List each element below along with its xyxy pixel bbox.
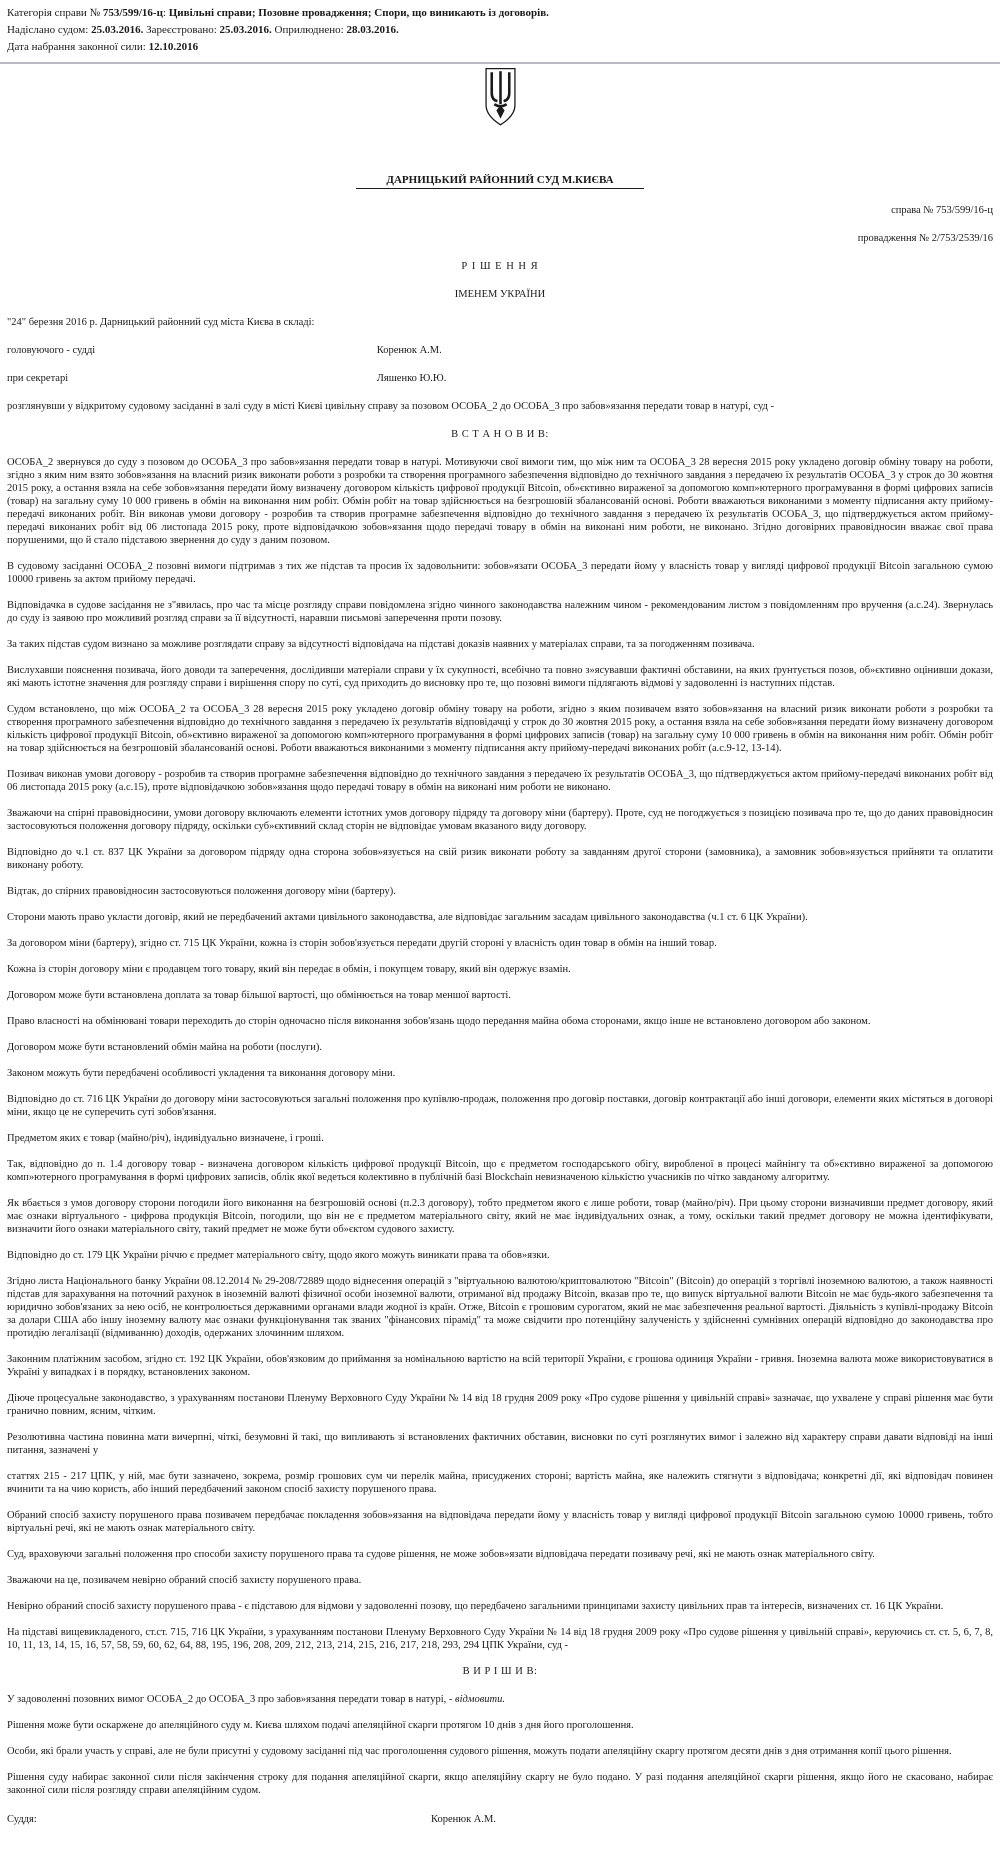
resolved-heading: В И Р І Ш И В: (462, 1666, 538, 1677)
body-paragraph: Зважаючи на це, позивачем невірно обраний спосіб захисту порушеного права. (7, 1575, 362, 1586)
emblem-container (7, 67, 993, 129)
established-section (7, 428, 993, 1652)
judge-signature-row (7, 1813, 993, 1826)
category-number: 753/599/16-ц (102, 7, 163, 19)
body-paragraph: За договором міни (бартеру), згідно ст. 715 ЦК України, кожна із сторін зобов'язується передати другій стороні у власність один товар в обмін на інший товар. (7, 938, 717, 949)
proceeding-number: провадження № 2/753/2539/16 (857, 233, 993, 244)
body-paragraph: Предметом яких є товар (майно/річ), індивідуально визначене, і гроші. (7, 1133, 324, 1144)
body-paragraph: Кожна із сторін договору міни є продавцем того товару, який він передає в обмін, і покупцем товару, який він одержує взамін. (7, 964, 571, 975)
body-paragraph: ОСОБА_2 звернувся до суду з позовом до ОСОБА_3 про забов»язання передати товар в натурі. Мотивуючи свої вимоги тим, що між ним та ОСОБА_3 28 вересня 2015 року укладено договір обміну товару на роботи, згідно з яким ним взято зобов»язання на власний ризик виконати роботи з розробки та створення програмного забезпечення відповідно до технічного завдання з передачею їх результатів ОСОБА_3 у строк до 30 жовтня 2015 року, а остання взяла на себе зобов»язання передати йому визначену договором кількість цифрової продукції Bitcoin, об»єктивно вираженої за допомогою комп»ютерного програмування в формі цифрових записів (товар) на загальну суму 10 000 гривень в обмін на виконання ним робіт. Обмін робіт на товар здійснюється на безгрошовій збалансованій основі. Роботи вважаються виконаними з моменту підписання акту прийому-передачі виконаних робіт. Він виконав умови договору - розробив та створив програмне забезпечення відповідно до технічного завдання з передачею їх результатів ОСОБА_3, що підтверджується актом прийому-передачі виконаних робіт від 06 листопада 2015 року, проте відповідачкою зобов»язання щодо передачі товару в обмін на виконані ним роботи, не виконано. Згідно договірних правовідносин вважає свої права порушеними, що й стало підставою звернення до суду з даним позовом. (7, 457, 993, 546)
resolution-emphasis: відмовити. (455, 1694, 506, 1705)
body-paragraph: Відповідачка в судове засідання не з"явилась, про час та місце розгляду справи повідомлена згідно чинного законодавства належним чином - рекомендованим листом з повідомленням про вручення (а.с.24). Звернулась до суду із заявою про можливий розгляд справи за її відсутності, наравши письмові заперечення проти позову. (7, 600, 993, 624)
signature-name: Коренюк А.М. (430, 1814, 496, 1825)
resolution-text: У задоволенні позовних вимог ОСОБА_2 до ОСОБА_3 про забов»язання передати товар в натурі, - (7, 1694, 456, 1705)
secretary-name: Ляшенко Ю.Ю. (376, 373, 447, 384)
established-paragraphs (7, 456, 993, 1652)
published-label: Оприлюднено: (271, 24, 347, 36)
resolved-section (7, 1665, 993, 1797)
registered-label: Зареєстровано: (143, 24, 220, 36)
in-the-name-of-ukraine: ІМЕНЕМ УКРАЇНИ (454, 289, 546, 300)
trident-coat-of-arms-icon (484, 67, 517, 127)
sent-date: 25.03.2016. (91, 24, 144, 36)
body-paragraph: Суд, враховуючи загальні положення про способи захисту порушеного права та судове рішення, не може зобов»язати відповідача передати позивачу речі, які не мають ознак матеріального світу. (7, 1549, 875, 1560)
published-date: 28.03.2016. (346, 24, 399, 36)
body-paragraph: Законом можуть бути передбачені особливості укладення та виконання договору міни. (7, 1068, 396, 1079)
established-heading: В С Т А Н О В И В: (451, 429, 549, 440)
body-paragraph: Так, відповідно до п. 1.4 договору товар - визначена договором кількість цифрової продукції Bitcoin, що є предметом господарського обігу, виробленої в процесі майнінгу та об»єктивно вираженої за допомогою комп»ютерного програмування в формі цифрових записів, облік якої ведеться колективно в публічній базі Blockchain невизначеною кількістю учасників по чітко завданому алгоритму. (7, 1159, 993, 1183)
effective-date: 12.10.2016 (148, 41, 199, 53)
body-paragraph: Договором може бути встановлена доплата за товар більшої вартості, що обмінюється на товар меншої вартості. (7, 990, 511, 1001)
body-paragraph: Відповідно до ст. 716 ЦК України до договору міни застосовуються загальні положення про купівлю-продаж, положення про договір поставки, договір контрактації або інші договори, елементи яких містяться в договорі міни, якщо це не суперечить суті зобов'язання. (7, 1094, 993, 1118)
body-paragraph: Відповідно до ч.1 ст. 837 ЦК України за договором підряду одна сторона зобов»язується на свій ризик виконати роботу за завданням другої сторони (замовника), а замовник зобов»язується прийняти та оплатити виконану роботу. (7, 847, 993, 871)
body-paragraph: Обраний спосіб захисту порушеного права позивачем передбачає покладення зобов»язання на відповідача передати йому у власність товар у вигляді цифрової продукції Bitcoin загальною сумою 10000 гривень, тобто віртуальні речі, які не мають ознак матеріального світу. (7, 1510, 993, 1534)
secretary-label: при секретарі (7, 373, 69, 384)
body-paragraph: статтях 215 - 217 ЦПК, у ній, має бути зазначено, зокрема, розмір грошових сум чи перелік майна, присуджених стороні; вартість майна, яке належить стягнути з відповідача; конкретні дії, які відповідач повинен вчинити та на чию користь, або інший передбачений законом спосіб захисту порушеного права. (7, 1471, 993, 1495)
registered-date: 25.03.2016. (219, 24, 272, 36)
doc-meta-effective-date (7, 39, 993, 56)
category-separator: : (162, 7, 169, 19)
body-paragraph: Невірно обраний спосіб захисту порушеного права - є підставою для відмови у задоволенні позову, що передбачено загальними принципами захисту цивільних прав та інтересів, визначених ст. 16 ЦК України. (7, 1601, 944, 1612)
body-paragraph: Позивач виконав умови договору - розробив та створив програмне забезпечення відповідно до технічного завдання з передачею їх результатів ОСОБА_3, що підтверджується актом прийому-передачі виконаних робіт від 06 листопада 2015 року (а.с.15), проте відповідачкою зобов»язання щодо передачі товару в обмін на виконані ним роботи не виконано. (7, 769, 993, 793)
body-paragraph: Резолютивна частина повинна мати вичерпні, чіткі, безумовні й такі, що випливають зі встановлених фактичних обставин, висновки по суті розглянутих вимог і залежно від характеру справи давати відповіді на інші питання, зазначені у (7, 1432, 993, 1456)
category-value: Цивільні справи; Позовне провадження; Спори, що виникають із договорів. (168, 7, 549, 19)
doc-meta-category (7, 5, 993, 22)
hearing-date-line: "24" березня 2016 р. Дарницький районний суд міста Києва в складі: (7, 317, 315, 328)
resolution-paragraph (7, 1693, 993, 1706)
body-paragraph: Рішення суду набирає законної сили після закінчення строку для подання апеляційної скарги, якщо апеляційну скаргу не було подано. У разі подання апеляційної скарги рішення, якщо його не скасовано, набирає законної сили після розгляду справи апеляційним судом. (7, 1772, 993, 1796)
body-paragraph: Судом встановлено, що між ОСОБА_2 та ОСОБА_3 28 вересня 2015 року укладено договір обміну товару на роботи, згідно з яким позивачем взято зобов»язання на власний ризик виконати роботи з розробки та створення програмного забезпечення відповідно до технічного завдання з передачею їх результатів відповідачці у строк до 30 жовтня 2015 року, а остання взяла на себе зобов»язання передати йому визначену договором кількість цифрової продукції Bitcoin, об»єктивно вираженої за допомогою комп»ютерного програмування в формі цифрових записів (товар) на загальну суму 10 000 гривень в обмін на виконання ним робіт. Обмін робіт на товар здійснюється на безгрошовій збалансованій основі. Роботи вважаються виконаними з моменту підписання акту прийому-передачі виконаних робіт (а.с.9-12, 13-14). (7, 704, 993, 754)
body-paragraph: Відтак, до спірних правовідносин застосовуються положення договору міни (бартеру). (7, 886, 396, 897)
decision-title: Р І Ш Е Н Н Я (461, 261, 539, 272)
intro-paragraph: розглянувши у відкритому судовому засіданні в залі суду в місті Києві цивільну справу за позовом ОСОБА_2 до ОСОБА_3 про забов»язання передати товар в натурі, суд - (7, 401, 775, 412)
court-name: ДАРНИЦЬКИЙ РАЙОННИЙ СУД М.КИЄВА (356, 174, 643, 189)
court-name-row (7, 174, 993, 189)
body-paragraph: На підставі вищевикладеного, ст.ст. 715, 716 ЦК України, з урахуванням постанови Пленуму Верховного Суду України № 14 від 18 грудня 2009 року «Про судове рішення у цивільній справі», керуючись ст. ст. 5, 6, 7, 8, 10, 11, 13, 14, 15, 16, 57, 58, 59, 60, 62, 64, 88, 195, 196, 208, 209, 212, 213, 214, 215, 216, 217, 218, 293, 294 ЦПК України, суд - (7, 1627, 993, 1651)
body-paragraph: Зважаючи на спірні правовідносини, умови договору включають елементи істотних умов договору підряду та договору міни (бартеру). Проте, суд не погоджується з позицією позивача про те, що до даних правовідносин застосовуються положення договору підряду, оскільки суб»єктивний склад сторін не відповідає умовам вказаного виду договору. (7, 808, 993, 832)
sent-label: Надіслано судом: (7, 24, 92, 36)
body-paragraph: Сторони мають право укласти договір, який не передбачений актами цивільного законодавства, але відповідає загальним засадам цивільного законодавства (ч.1 ст. 6 ЦК України). (7, 912, 808, 923)
separator-line (0, 62, 1000, 64)
signature-label: Суддя: (7, 1814, 37, 1825)
body-paragraph: Законним платіжним засобом, згідно ст. 192 ЦК України, обов'язковим до приймання за номінальною вартістю на всій території України, є грошова одиниця України - гривня. Іноземна валюта може використовуватися в Україні у випадках і в порядку, встановлених законом. (7, 1354, 993, 1378)
body-paragraph: Особи, які брали участь у справі, але не були присутні у судовому засіданні під час проголошення судового рішення, можуть подати апеляційну скаргу протягом десяти днів з дня отримання копії цього рішення. (7, 1746, 952, 1757)
effective-label: Дата набрання законної сили: (7, 41, 149, 53)
body-paragraph: За таких підстав судом визнано за можливе розглядати справу за відсутності відповідача на підставі доказів наявних у матеріалах справи, та за погодженням позивача. (7, 639, 755, 650)
judge-row (7, 344, 993, 357)
body-paragraph: Діюче процесуальне законодавство, з урахуванням постанови Пленуму Верховного Суду України № 14 від 18 грудня 2009 року «Про судове рішення у цивільній справі» зазначає, що ухвалене у справі рішення має бути гранично повним, ясним, чітким. (7, 1393, 993, 1417)
case-number: справа № 753/599/16-ц (891, 205, 993, 216)
judge-name: Коренюк А.М. (376, 345, 442, 356)
doc-meta-dates (7, 22, 993, 39)
body-paragraph: Відповідно до ст. 179 ЦК України річчю є предмет матеріального світу, щодо якого можуть виникати права та обов»язки. (7, 1250, 550, 1261)
body-paragraph: Рішення може бути оскаржене до апеляційного суду м. Києва шляхом подачі апеляційної скарги протягом 10 днів з дня його проголошення. (7, 1720, 634, 1731)
body-paragraph: Як вбається з умов договору сторони погодили його виконання на безгрошовій основі (п.2.3 договору), тобто предметом якого є лише роботи, товар (майно/річ). При цьому сторони визначивши предмет договору, який має ознаки віртуального - цифрова продукція Bitcoin, погодили, що він не є предметом матеріального світу, який не має індивідуальних ознак, а тому, оскільки такий предмет договору не можна ідентифікувати, визначити його ознаки матеріального світу, такий предмет не може бути об»єктом судового захисту. (7, 1198, 993, 1235)
judge-label: головуючого - судді (7, 345, 96, 356)
category-label: Категорія справи № (7, 7, 103, 19)
appeal-paragraphs (7, 1719, 993, 1797)
body-paragraph: Договором може бути встановлений обмін майна на роботи (послуги). (7, 1042, 323, 1053)
body-paragraph: Право власності на обмінювані товари переходить до сторін одночасно після виконання зобов'язань щодо передання майна обома сторонами, якщо інше не встановлено договором або законом. (7, 1016, 871, 1027)
body-paragraph: Згідно листа Національного банку України 08.12.2014 № 29-208/72889 щодо віднесення операцій з "віртуальною валютою/криптовалютою "Bitcoin" (Bitcoin) до операцій з торгівлі іноземною валютою, а також наявності підстав для зарахування на поточний рахунок в іноземній валюті фізичної особи іноземної валюти, отриманої від продажу Bitcoin, вказав про те, що випуск віртуальної валюти Bitcoin не має будь-якого забезпечення та юридично зобов'язаних за нею осіб, не контролюється державними органами влади жодної із країн. Отже, Bitcoin є грошовим сурогатом, який не має забезпечення реальної вартості. Діяльність з купівлі-продажу Bitcoin за долари США або іншу іноземну валюту має ознаки функціонування так званих "фінансових пірамід" та може свідчити про потенційну залученість у здійсненні сумнівних операцій відповідно до законодавства про протидію легалізації (відмиванню) доходів, одержаних злочинним шляхом. (7, 1276, 993, 1339)
body-paragraph: Вислухавши пояснення позивача, його доводи та заперечення, дослідивши матеріали справи у їх сукупності, всебічно та повно з»ясувавши фактичні обставини, на яких ґрунтується позов, об»єктивно оцінивши докази, які мають істотне значення для розгляду справи і вирішення спору по суті, суд приходить до висновку про те, що позовні вимоги підлягають відмові у задоволенні із наступних підстав. (7, 665, 993, 689)
secretary-row (7, 372, 993, 385)
body-paragraph: В судовому засіданні ОСОБА_2 позовні вимоги підтримав з тих же підстав та просив їх задовольнити: зобов»язати ОСОБА_3 передати йому у власність товар у вигляді цифрової продукції Bitcoin загальною сумою 10000 гривень за актом прийому передачі. (7, 561, 993, 585)
